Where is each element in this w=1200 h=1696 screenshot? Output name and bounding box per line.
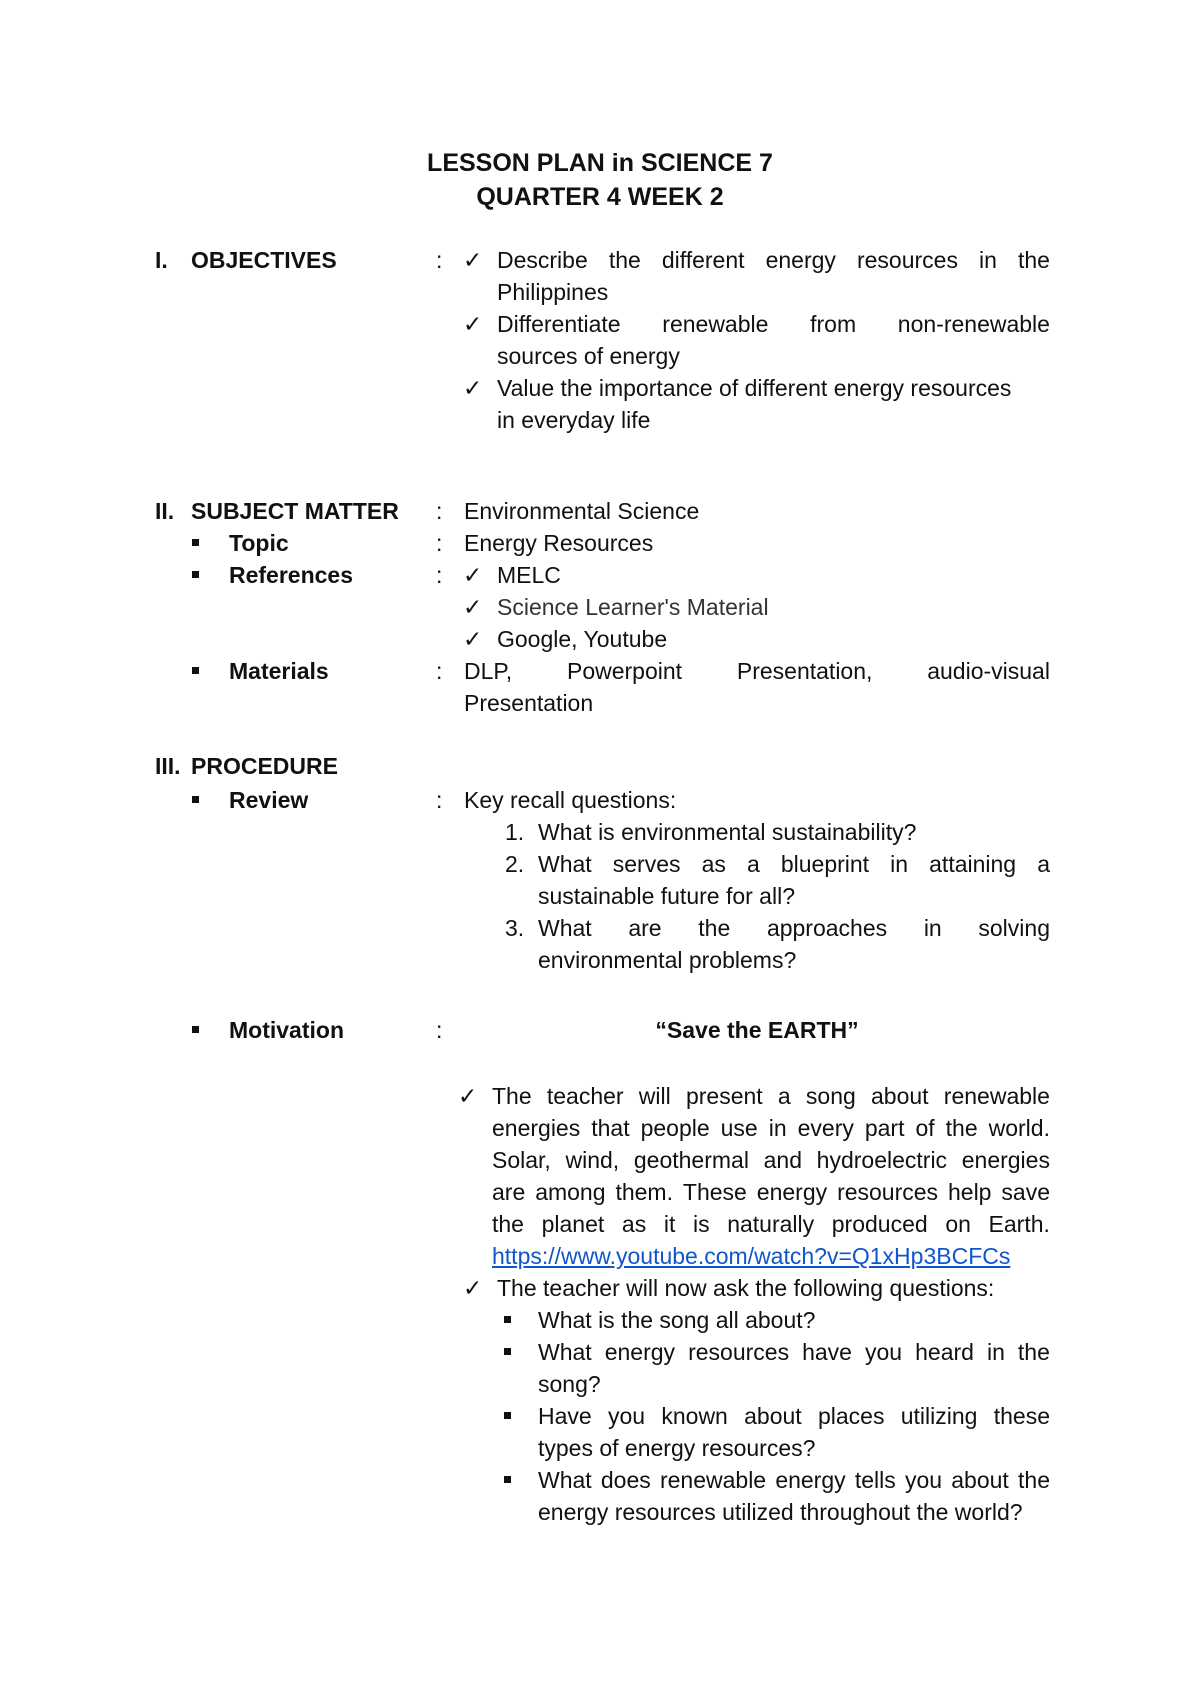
materials-colon: : (436, 658, 443, 684)
objectives-heading: OBJECTIVES (191, 247, 337, 273)
paragraph-line: Solar, wind, geothermal and hydroelectric energies (492, 1147, 1050, 1173)
square-bullet-icon (192, 784, 202, 816)
check-mark-icon: ✓ (463, 311, 483, 337)
question-text: What is environmental sustainability? (538, 819, 917, 845)
review-intro: Key recall questions: (464, 787, 677, 813)
check-mark-icon: ✓ (463, 375, 483, 401)
objective-2-line-1: Differentiate renewable from non-renewable (497, 311, 1050, 337)
paragraph-line: energies that people use in every part of the world. (492, 1115, 1050, 1141)
ask-item-cont: types of energy resources? (538, 1435, 816, 1461)
subject-matter-colon: : (436, 498, 443, 524)
reference-item: Google, Youtube (497, 626, 668, 652)
square-bullet-icon (504, 1400, 514, 1432)
ask-item-cont: energy resources utilized throughout the world? (538, 1499, 1023, 1525)
subject-matter-value: Environmental Science (464, 498, 700, 524)
square-bullet-icon (504, 1464, 514, 1496)
paragraph-line: The teacher will present a song about renewable (492, 1083, 1050, 1109)
ask-intro: The teacher will now ask the following questions: (497, 1275, 995, 1301)
check-mark-icon: ✓ (463, 626, 483, 652)
question-text-cont: sustainable future for all? (538, 883, 795, 909)
objectives-colon: : (436, 247, 443, 273)
procedure-heading: PROCEDURE (191, 753, 338, 779)
references-colon: : (436, 562, 443, 588)
subject-matter-heading: SUBJECT MATTER (191, 498, 399, 524)
reference-item: Science Learner's Material (497, 594, 769, 620)
question-text-cont: environmental problems? (538, 947, 797, 973)
question-text: What serves as a blueprint in attaining a (538, 851, 1050, 877)
square-bullet-icon (192, 527, 202, 559)
topic-label: Topic (229, 530, 289, 556)
question-number: 2. (505, 851, 525, 877)
square-bullet-icon (192, 559, 202, 591)
check-mark-icon: ✓ (463, 247, 483, 273)
ask-item: What does renewable energy tells you about the (538, 1467, 1050, 1493)
motivation-title: “Save the EARTH” (655, 1017, 859, 1043)
materials-line-2: Presentation (464, 690, 594, 716)
objective-1-line-1: Describe the different energy resources in the (497, 247, 1050, 273)
subject-matter-number: II. (155, 498, 175, 524)
references-label: References (229, 562, 354, 588)
objective-3-line-2: in everyday life (497, 407, 651, 433)
motivation-colon: : (436, 1017, 443, 1043)
ask-item: What is the song all about? (538, 1307, 816, 1333)
materials-label: Materials (229, 658, 329, 684)
review-label: Review (229, 787, 309, 813)
objective-2-line-2: sources of energy (497, 343, 680, 369)
check-mark-icon: ✓ (458, 1083, 478, 1109)
youtube-link[interactable]: https://www.youtube.com/watch?v=Q1xHp3BCFCs (492, 1243, 1011, 1269)
square-bullet-icon (192, 1014, 202, 1046)
document-subtitle: QUARTER 4 WEEK 2 (476, 183, 724, 211)
procedure-number: III. (155, 753, 181, 779)
square-bullet-icon (192, 655, 202, 687)
ask-item: Have you known about places utilizing these (538, 1403, 1050, 1429)
motivation-label: Motivation (229, 1017, 344, 1043)
square-bullet-icon (504, 1336, 514, 1368)
question-number: 3. (505, 915, 525, 941)
topic-colon: : (436, 530, 443, 556)
topic-value: Energy Resources (464, 530, 654, 556)
objectives-number: I. (155, 247, 168, 273)
paragraph-line: the planet as it is naturally produced on Earth. (492, 1211, 1050, 1237)
check-mark-icon: ✓ (463, 1275, 483, 1301)
question-text: What are the approaches in solving (538, 915, 1050, 941)
review-colon: : (436, 787, 443, 813)
ask-item-cont: song? (538, 1371, 601, 1397)
paragraph-line: are among them. These energy resources help save (492, 1179, 1050, 1205)
reference-item: MELC (497, 562, 561, 588)
check-mark-icon: ✓ (463, 594, 483, 620)
objective-1-line-2: Philippines (497, 279, 609, 305)
square-bullet-icon (504, 1304, 514, 1336)
check-mark-icon: ✓ (463, 562, 483, 588)
materials-line-1: DLP, Powerpoint Presentation, audio-visual (464, 658, 1050, 684)
question-number: 1. (505, 819, 525, 845)
ask-item: What energy resources have you heard in the (538, 1339, 1050, 1365)
objective-3-line-1: Value the importance of different energy resources (497, 375, 1012, 401)
document-title: LESSON PLAN in SCIENCE 7 (427, 149, 773, 177)
